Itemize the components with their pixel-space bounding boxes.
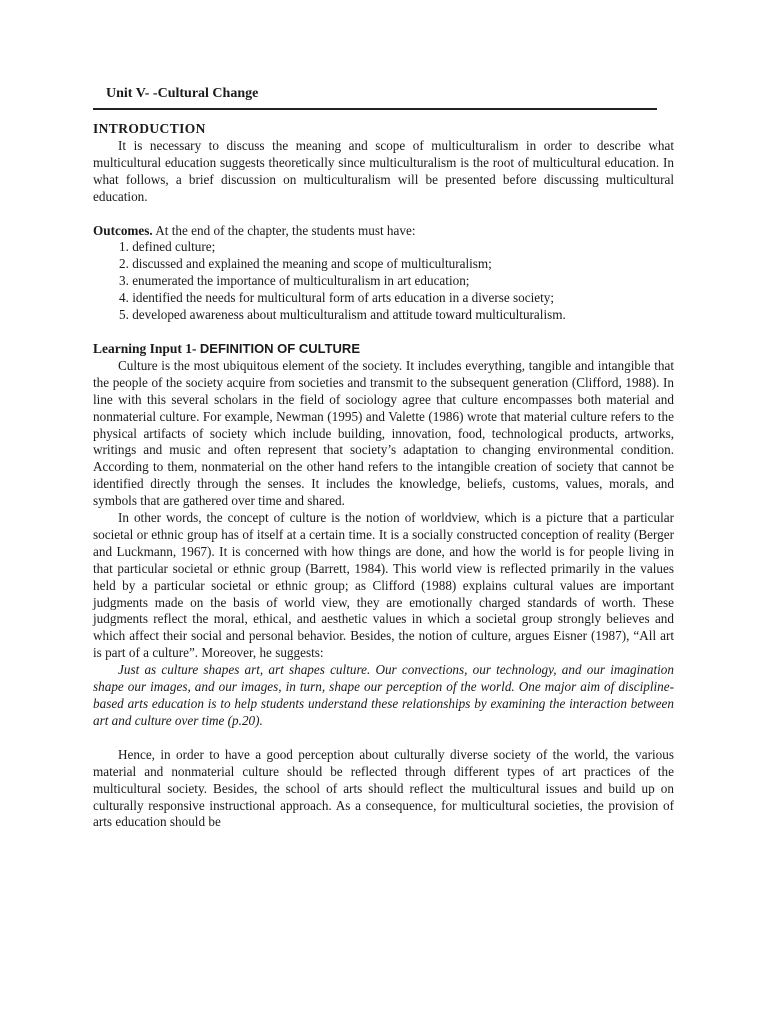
culture-paragraph-2: In other words, the concept of culture is the notion of worldview, which is a picture that a particular societal or ethnic group has of itself at a certain time. It is a socially constructed conception of reality (Berger and Luckmann, 1967). It is concerned with how things are done, and how the world is for people living in that particular societal or ethnic group (Barrett, 1984). This world view is reflected primarily in the values held by a particular societal or ethnic group; as Clifford (1988) explains cultural values are important judgments made on the basis of world view, they are emotionally charged standards of worth. These judgments reflect the moral, ethical, and aesthetic values in which a societal group strongly believes and which affect their social and personal behavior. Besides, the notion of culture, argues Eisner (1987), “All art is part of a culture”. Moreover, he suggests:	[93, 510, 674, 661]
header-rule	[93, 108, 657, 110]
unit-title: Unit V- -Cultural Change	[106, 86, 259, 101]
outcome-item: 4. identified the needs for multicultural form of arts education in a diverse society;	[119, 290, 555, 306]
outcomes-label: Outcomes.	[93, 222, 153, 238]
outcome-item: 1. defined culture;	[119, 239, 216, 255]
outcome-item: 3. enumerated the importance of multiculturalism in art education;	[119, 273, 470, 289]
outcomes-lead-text: At the end of the chapter, the students must have:	[152, 222, 416, 238]
outcome-item: 2. discussed and explained the meaning and scope of multiculturalism;	[119, 256, 492, 272]
learning-input-title: DEFINITION OF CULTURE	[199, 340, 360, 356]
introduction-paragraph: It is necessary to discuss the meaning and scope of multiculturalism in order to describe what multicultural education suggests theoretically since multiculturalism is the root of multicultural education. In what follows, a brief discussion on multiculturalism will be presented before discussing multicultural education.	[93, 137, 674, 204]
culture-paragraph-1: Culture is the most ubiquitous element of the society. It includes everything, tangible and intangible that the people of the society acquire from societies and transmit to the subsequent generation (Clifford, 1988). In line with this several scholars in the field of sociology agree that culture encompasses both material and nonmaterial culture. For example, Newman (1995) and Valette (1986) wrote that material culture refers to the physical artifacts of society which include building, innovation, food, technological products, artworks, writings and music and often represent that society’s adaptation to changing environmental condition. According to them, nonmaterial on the other hand refers to the intangible creation of society that cannot be identified directly through the senses. It includes the knowledge, beliefs, customs, values, morals, and symbols that are gathered over time and shared.	[93, 357, 674, 509]
learning-input-section	[93, 341, 674, 831]
culture-paragraph-3: Hence, in order to have a good perception about culturally diverse society of the world, the various material and nonmaterial culture should be reflected through different types of art practices of the multicultural society. Besides, the school of arts should reflect the multicultural issues and build up on culturally responsive instructional approach. As a consequence, for multicultural societies, the provision of arts education should be	[93, 746, 674, 830]
outcomes-lead	[93, 223, 674, 240]
learning-input-heading	[93, 341, 674, 358]
eisner-quote: Just as culture shapes art, art shapes culture. Our convections, our technology, and our imagination shape our images, and our images, in turn, shape our perception of the world. One major aim of discipline-based arts education is to help students understand these relationships by examining the interaction between art and culture over time (p.20).	[93, 662, 674, 728]
learning-input-label: Learning Input 1-	[93, 340, 200, 356]
outcome-item: 5. developed awareness about multiculturalism and attitude toward multiculturalism.	[119, 307, 566, 323]
introduction-heading: INTRODUCTION	[93, 121, 206, 136]
outcomes-list	[93, 239, 579, 324]
outcomes-section	[93, 223, 674, 324]
document-body	[93, 121, 674, 831]
